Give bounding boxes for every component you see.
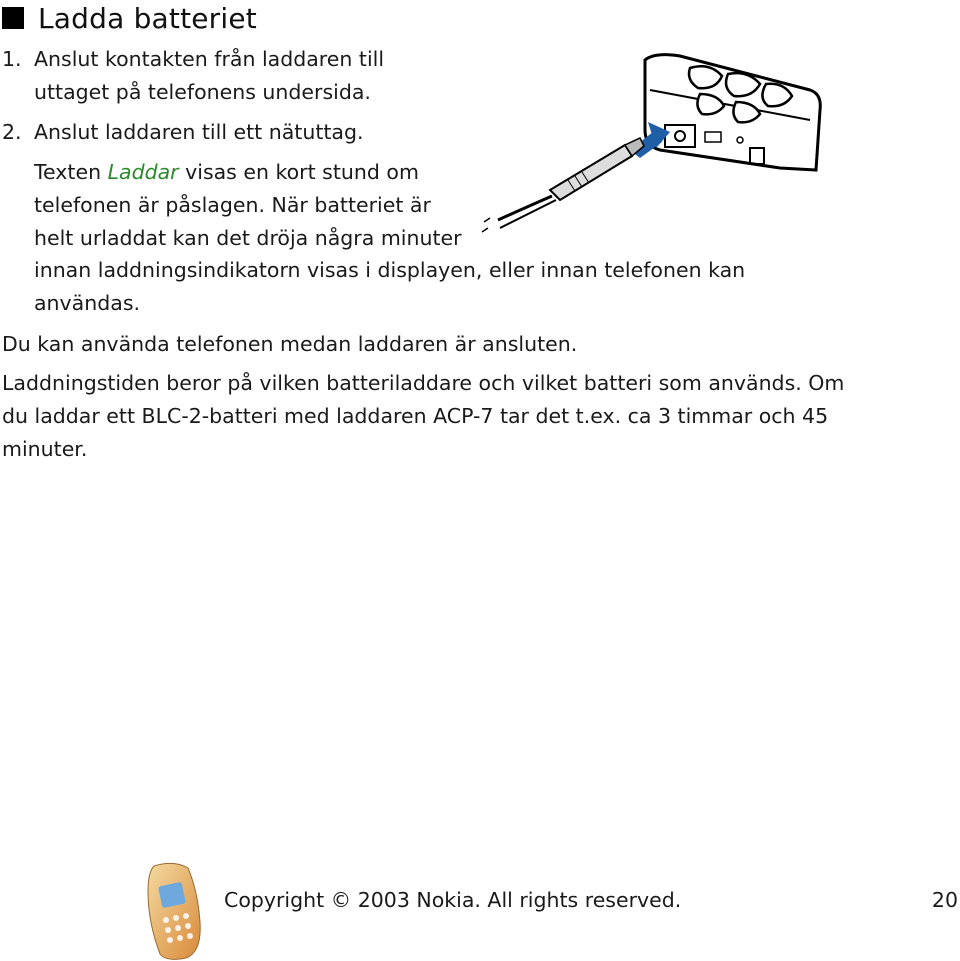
note-line-4: innan laddningsindikatorn visas i displayen, eller innan telefonen kan: [34, 258, 746, 282]
step-1-number: 1.: [2, 47, 22, 71]
note-suffix: visas en kort stund om: [178, 160, 419, 184]
note-line-1: [34, 156, 419, 189]
charger-illustration: [480, 50, 825, 240]
step-2-line-1: Anslut laddaren till ett nätuttag.: [34, 120, 364, 144]
nokia-phone-icon: [140, 862, 208, 961]
heading-bullet-icon: [2, 7, 24, 29]
note-line-2: telefonen är påslagen. När batteriet är: [34, 193, 431, 217]
step-1-line-2: uttaget på telefonens undersida.: [34, 80, 371, 104]
step-1-line-1: Anslut kontakten från laddaren till: [34, 47, 385, 71]
footer-copyright: Copyright © 2003 Nokia. All rights reserved.: [224, 888, 682, 912]
note-line-3: helt urladdat kan det dröja några minuter: [34, 226, 462, 250]
paragraph-2-line-2: du laddar ett BLC-2-batteri med laddaren ACP-7 tar det t.ex. ca 3 timmar och 45: [2, 404, 829, 428]
note-highlight: Laddar: [107, 160, 179, 184]
paragraph-2-line-1: Laddningstiden beror på vilken batteriladdare och vilket batteri som används. Om: [2, 371, 845, 395]
section-heading: [2, 0, 257, 36]
note-prefix: Texten: [34, 160, 108, 184]
note-line-5: användas.: [34, 291, 141, 315]
paragraph-2-line-3: minuter.: [2, 437, 88, 461]
page-number: 20: [931, 888, 958, 912]
paragraph-1: Du kan använda telefonen medan laddaren är ansluten.: [2, 332, 578, 356]
heading-title: Ladda batteriet: [38, 1, 257, 35]
step-2-number: 2.: [2, 120, 22, 144]
